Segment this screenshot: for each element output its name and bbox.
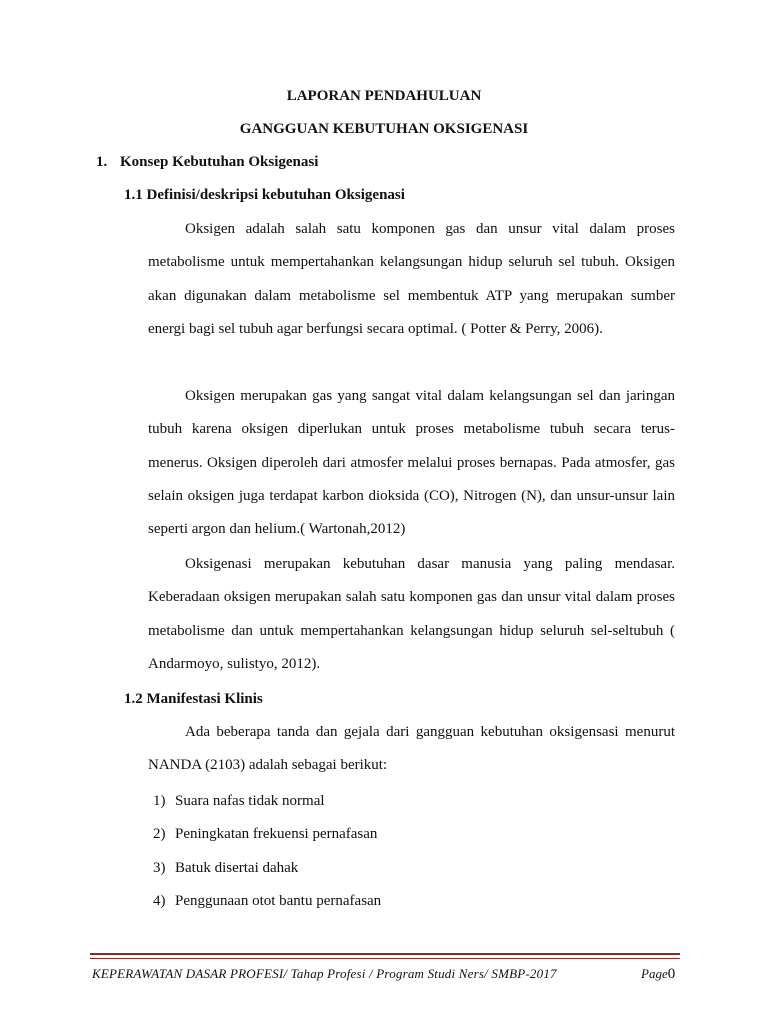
footer-rule-thick (90, 953, 680, 955)
section-1-heading (96, 154, 318, 171)
section-1-number: 1. (96, 154, 108, 170)
paragraph-definition-2: Oksigen merupakan gas yang sangat vital dalam kelangsungan sel dan jaringan tubuh karena oksigen diperlukan untuk proses metabolisme tubuh secara terus-menerus. Oksigen diperoleh dari atmosfer melalui proses bernapas. Pada atmosfer, gas selain oksigen juga terdapat karbon dioksida (CO), Nitrogen (N), dan unsur-unsur lain seperti argon dan helium.( Wartonah,2012) (148, 388, 675, 538)
page-label: Page (641, 966, 668, 981)
list-item: 2) Peningkatan frekuensi pernafasan (153, 826, 378, 843)
page-number: 0 (667, 966, 676, 982)
paragraph-manifestation: Ada beberapa tanda dan gejala dari gangguan kebutuhan oksigensasi menurut NANDA (2103) adalah sebagai berikut: (148, 724, 675, 774)
subsection-1-1-heading: 1.1 Definisi/deskripsi kebutuhan Oksigenasi (124, 187, 405, 203)
section-1-title: Konsep Kebutuhan Oksigenasi (120, 154, 319, 170)
list-item: 4) Penggunaan otot bantu pernafasan (153, 892, 382, 909)
paragraph-definition-1: Oksigen adalah salah satu komponen gas dan unsur vital dalam proses metabolisme untuk mempertahankan kelangsungan hidup seluruh sel tubuh. Oksigen akan digunakan dalam metabolisme sel membentuk ATP yang merupakan sumber energi bagi sel tubuh agar berfungsi secara optimal. ( Potter & Perry, 2006). (148, 221, 675, 337)
list-item: 1) Suara nafas tidak normal (153, 793, 325, 809)
subsection-1-2-heading: 1.2 Manifestasi Klinis (124, 691, 263, 707)
report-title: LAPORAN PENDAHULUAN (286, 88, 482, 104)
footer-rule-thin (90, 958, 680, 959)
report-subtitle: GANGGUAN KEBUTUHAN OKSIGENASI (239, 121, 529, 137)
list-item: 3) Batuk disertai dahak (153, 859, 299, 876)
paragraph-definition-3: Oksigenasi merupakan kebutuhan dasar manusia yang paling mendasar. Keberadaan oksigen merupakan salah satu komponen gas dan unsur vital dalam proses metabolisme dan untuk mempertahankan kelangsungan hidup seluruh sel-seltubuh ( Andarmoyo, sulistyo, 2012). (148, 556, 675, 672)
symptom-list (153, 791, 381, 924)
footer-page (641, 966, 675, 983)
footer-text: KEPERAWATAN DASAR PROFESI/ Tahap Profesi / Program Studi Ners/ SMBP-2017 (92, 966, 557, 981)
